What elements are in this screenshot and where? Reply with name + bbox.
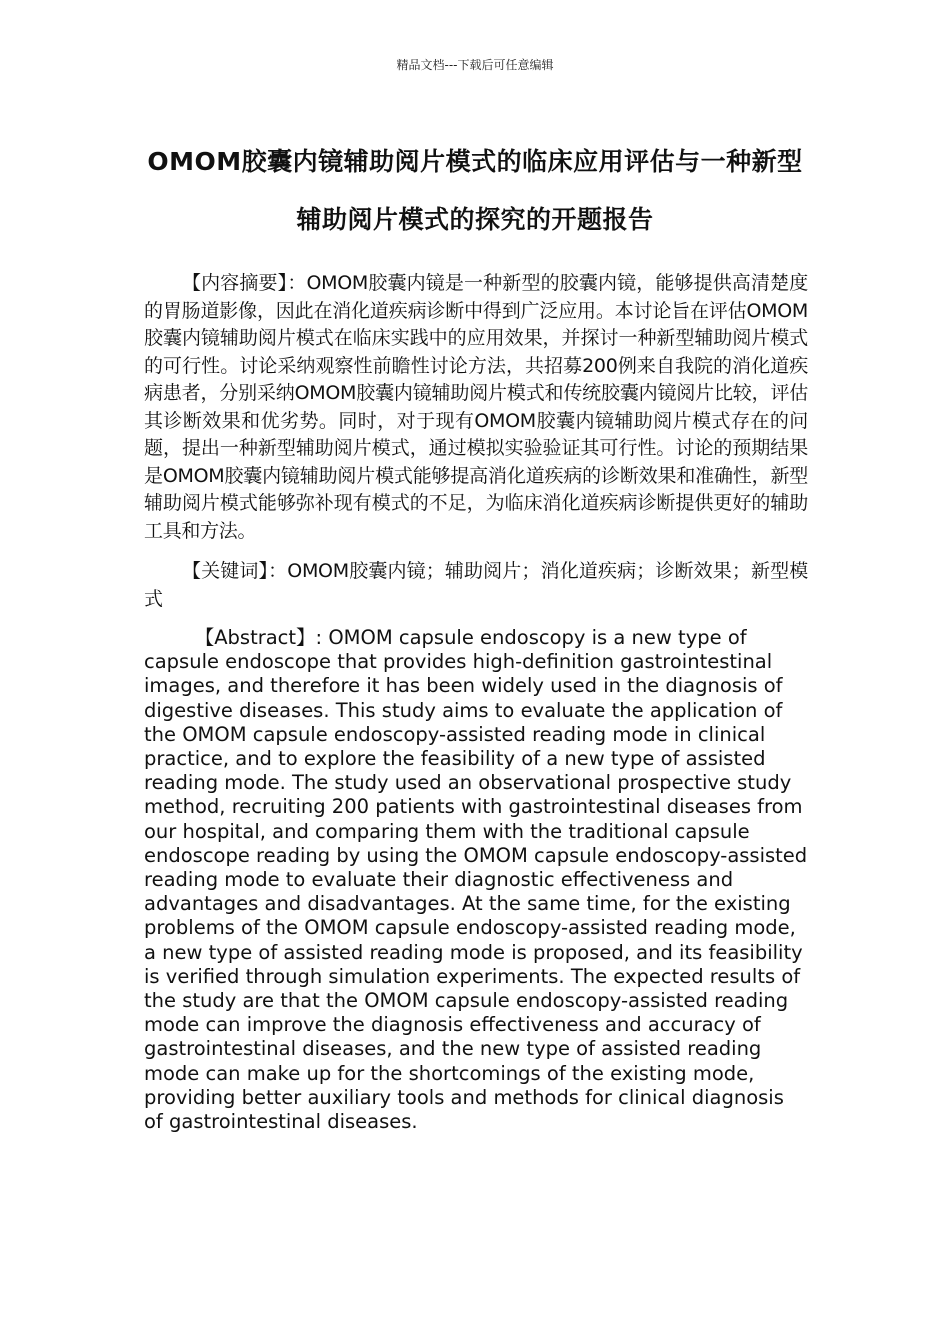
header-note: 精品文档---下载后可任意编辑 (396, 58, 554, 72)
abstract-en-text: : OMOM capsule endoscopy is a new type of capsule endoscope that provides high-definition gastrointestinal images, and therefore it has been widely used in the diagnosis of digestive diseases. This study aims to evaluate the application of the OMOM capsule endoscopy-assisted reading mode in clinical practice, and to explore the feasibility of a new type of assisted reading mode. The study used an observational prospective study method, recruiting 200 patients with gastrointestinal diseases from our hospital, and comparing them with the traditional capsule endoscope reading by using the OMOM capsule endoscopy-assisted reading mode to evaluate their diagnostic effectiveness and advantages and disadvantages. At the same time, for the existing problems of the OMOM capsule endoscopy-assisted reading mode, a new type of assisted reading mode is proposed, and its feasibility is verified through simulation experiments. The expected results of the study are that the OMOM capsule endoscopy-assisted reading mode can improve the diagnosis effectiveness and accuracy of gastrointestinal diseases, and the new type of assisted reading mode can make up for the shortcomings of the existing mode, providing better auxiliary tools and methods for clinical diagnosis of gastrointestinal diseases. (144, 626, 808, 1134)
keywords-zh-text: ：OMOM胶囊内镜；辅助阅片；消化道疾病；诊断效果；新型模式 (144, 560, 808, 610)
document-body (144, 270, 808, 1134)
keywords-zh-paragraph (144, 558, 808, 613)
abstract-zh-paragraph (144, 270, 808, 545)
abstract-en-paragraph (144, 626, 808, 1134)
abstract-en-label: 【Abstract】 (194, 626, 316, 649)
document-title: OMOM胶囊内镜辅助阅片模式的临床应用评估与一种新型辅助阅片模式的探究的开题报告 (147, 147, 803, 234)
keywords-zh-label: 【关键词】 (182, 560, 269, 582)
abstract-zh-label: 【内容摘要】 (182, 272, 288, 294)
abstract-zh-text: ：OMOM胶囊内镜是一种新型的胶囊内镜，能够提供高清楚度的胃肠道影像，因此在消化道疾病诊断中得到广泛应用。本讨论旨在评估OMOM胶囊内镜辅助阅片模式在临床实践中的应用效果，并探讨一种新型辅助阅片模式的可行性。讨论采纳观察性前瞻性讨论方法，共招募200例来自我院的消化道疾病患者，分别采纳OMOM胶囊内镜辅助阅片模式和传统胶囊内镜阅片比较，评估其诊断效果和优劣势。同时，对于现有OMOM胶囊内镜辅助阅片模式存在的问题，提出一种新型辅助阅片模式，通过模拟实验验证其可行性。讨论的预期结果是OMOM胶囊内镜辅助阅片模式能够提高消化道疾病的诊断效果和准确性，新型辅助阅片模式能够弥补现有模式的不足，为临床消化道疾病诊断提供更好的辅助工具和方法。 (144, 272, 808, 542)
